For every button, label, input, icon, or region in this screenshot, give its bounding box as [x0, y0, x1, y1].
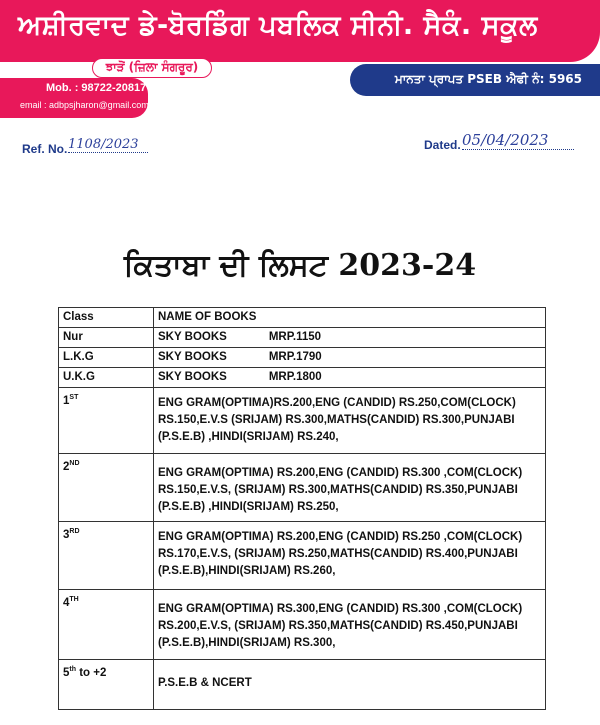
mobile-number: Mob. : 98722-20817 [46, 82, 147, 94]
school-location: ਝਾੜੋਂ (ਜ਼ਿਲਾ ਸੰਗਰੂਰ) [92, 58, 212, 78]
table-row [59, 388, 546, 454]
class-number: 2 [63, 460, 70, 473]
class-suffix: ST [69, 394, 79, 401]
table-row [59, 348, 546, 368]
class-suffix: ND [69, 460, 80, 467]
table-row [59, 454, 546, 522]
date-label: Dated. [424, 138, 461, 152]
books-name: SKY BOOKS [158, 371, 227, 383]
books-cell [154, 348, 546, 368]
class-cell: L.K.G [59, 348, 154, 368]
table-row [59, 590, 546, 660]
class-number: 5 [63, 666, 70, 679]
ref-number: 1108/2023 [68, 137, 148, 153]
class-cell [59, 454, 154, 522]
books-name: SKY BOOKS [158, 331, 227, 343]
table-row [59, 328, 546, 348]
books-description: ENG GRAM(OPTIMA)RS.200,ENG (CANDID) RS.250,COM(CLOCK) RS.150,E.V.S (SRIJAM) RS.300,MATHS(CANDID) RS.300,PUNJABI (P.S.E.B) ,HINDI(SRIJAM) RS.240, [158, 397, 516, 443]
books-cell [154, 388, 546, 454]
header-class: Class [59, 308, 154, 328]
table-row [59, 660, 546, 710]
class-suffix: th [69, 666, 77, 673]
books-cell [154, 368, 546, 388]
date-value: 05/04/2023 [462, 131, 574, 150]
ref-label: Ref. No. [22, 142, 68, 156]
table-row [59, 522, 546, 590]
books-cell [154, 590, 546, 660]
class-suffix: TH [69, 596, 79, 603]
books-description: ENG GRAM(OPTIMA) RS.200,ENG (CANDID) RS.250 ,COM(CLOCK) RS.170,E.V.S, (SRIJAM) RS.250,MATHS(CANDID) RS.400,PUNJABI (P.S.E.B),HINDI(SRIJAM) RS.260, [158, 531, 523, 577]
class-range: to +2 [76, 666, 107, 679]
class-cell: Nur [59, 328, 154, 348]
header-books: NAME OF BOOKS [154, 308, 546, 328]
books-description: P.S.E.B & NCERT [158, 677, 252, 689]
books-name: SKY BOOKS [158, 351, 227, 363]
book-list-table [58, 307, 546, 710]
class-number: 3 [63, 528, 70, 541]
contact-block [0, 78, 148, 118]
letterhead-banner [0, 0, 600, 62]
class-number: 4 [63, 596, 70, 609]
class-cell: U.K.G [59, 368, 154, 388]
affiliation-number: ਮਾਨਤਾ ਪ੍ਰਾਪਤ PSEB ਐਫੀ ਨੰ: 5965 [394, 72, 582, 86]
books-description: ENG GRAM(OPTIMA) RS.200,ENG (CANDID) RS.300 ,COM(CLOCK) RS.150,E.V.S, (SRIJAM) RS.300,MATHS(CANDID) RS.350,PUNJABI (P.S.E.B) ,HINDI(SRIJAM) RS.250, [158, 467, 523, 513]
class-cell [59, 660, 154, 710]
class-cell [59, 388, 154, 454]
books-mrp: MRP.1790 [268, 351, 322, 363]
books-mrp: MRP.1800 [268, 371, 322, 383]
affiliation-bar [350, 64, 600, 96]
page-title: ਕਿਤਾਬਾ ਦੀ ਲਿਸਟ 2023-24 [123, 248, 477, 283]
school-name: ਅਸ਼ੀਰਵਾਦ ਡੇ-ਬੋਰਡਿੰਗ ਪਬਲਿਕ ਸੀਨੀ. ਸੈਕੰ. ਸਕੂਲ [18, 10, 538, 41]
class-cell [59, 590, 154, 660]
books-cell [154, 328, 546, 348]
table-row [59, 368, 546, 388]
books-description: ENG GRAM(OPTIMA) RS.300,ENG (CANDID) RS.300 ,COM(CLOCK) RS.200,E.V.S, (SRIJAM) RS.350,MATHS(CANDID) RS.450,PUNJABI (P.S.E.B),HINDI(SRIJAM) RS.300, [158, 603, 523, 649]
table-header-row [59, 308, 546, 328]
email-address: email : adbpsjharon@gmail.com [20, 100, 149, 110]
books-mrp: MRP.1150 [268, 331, 322, 343]
class-number: 1 [63, 394, 70, 407]
class-suffix: RD [69, 528, 80, 535]
books-cell [154, 660, 546, 710]
letterhead [0, 0, 600, 122]
books-cell [154, 522, 546, 590]
class-cell [59, 522, 154, 590]
books-cell [154, 454, 546, 522]
